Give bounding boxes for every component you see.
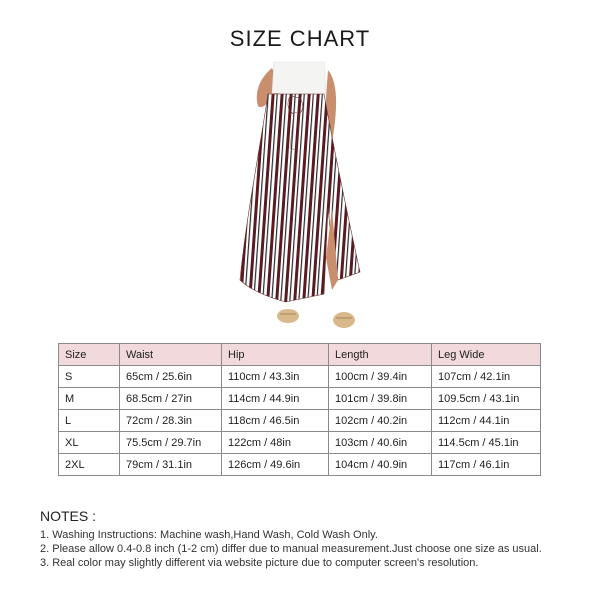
hip-cell: 118cm / 46.5in (222, 410, 329, 432)
leg-wide-cell: 107cm / 42.1in (432, 366, 541, 388)
header-waist: Waist (120, 344, 222, 366)
header-hip: Hip (222, 344, 329, 366)
leg-wide-cell: 114.5cm / 45.1in (432, 432, 541, 454)
note-measurement: 2. Please allow 0.4-0.8 inch (1-2 cm) differ due to manual measurement.Just choose one size as usual. (40, 543, 542, 555)
leg-wide-cell: 117cm / 46.1in (432, 454, 541, 476)
length-cell: 103cm / 40.6in (329, 432, 432, 454)
length-cell: 102cm / 40.2in (329, 410, 432, 432)
hip-cell: 126cm / 49.6in (222, 454, 329, 476)
waist-cell: 68.5cm / 27in (120, 388, 222, 410)
product-photo (220, 58, 380, 338)
table-row (59, 410, 541, 432)
page-title: SIZE CHART (229, 26, 371, 51)
left-sandal (277, 309, 299, 323)
size-cell: S (59, 366, 120, 388)
length-cell: 104cm / 40.9in (329, 454, 432, 476)
length-cell: 101cm / 39.8in (329, 388, 432, 410)
model-white-top (272, 62, 326, 94)
striped-pants (240, 94, 360, 302)
hip-cell: 122cm / 48in (222, 432, 329, 454)
leg-wide-cell: 109.5cm / 43.1in (432, 388, 541, 410)
note-washing: 1. Washing Instructions: Machine wash,Hand Wash, Cold Wash Only. (40, 529, 378, 541)
header-leg-wide: Leg Wide (432, 344, 541, 366)
pants-tie-belt (288, 96, 303, 114)
waist-cell: 75.5cm / 29.7in (120, 432, 222, 454)
header-length: Length (329, 344, 432, 366)
notes-title: NOTES : (40, 508, 97, 524)
notes-section (40, 508, 580, 570)
header-size: Size (59, 344, 120, 366)
length-cell: 100cm / 39.4in (329, 366, 432, 388)
hip-cell: 114cm / 44.9in (222, 388, 329, 410)
waist-cell: 65cm / 25.6in (120, 366, 222, 388)
table-row (59, 454, 541, 476)
table-row (59, 432, 541, 454)
waist-cell: 72cm / 28.3in (120, 410, 222, 432)
size-table-header-row (59, 344, 541, 366)
table-row (59, 388, 541, 410)
leg-wide-cell: 112cm / 44.1in (432, 410, 541, 432)
size-cell: L (59, 410, 120, 432)
right-sandal (333, 312, 355, 328)
size-table (58, 343, 541, 476)
note-color: 3. Real color may slightly different via website picture due to computer screen's resolution. (40, 557, 479, 569)
size-cell: 2XL (59, 454, 120, 476)
waist-cell: 79cm / 31.1in (120, 454, 222, 476)
size-cell: M (59, 388, 120, 410)
size-cell: XL (59, 432, 120, 454)
table-row (59, 366, 541, 388)
hip-cell: 110cm / 43.3in (222, 366, 329, 388)
